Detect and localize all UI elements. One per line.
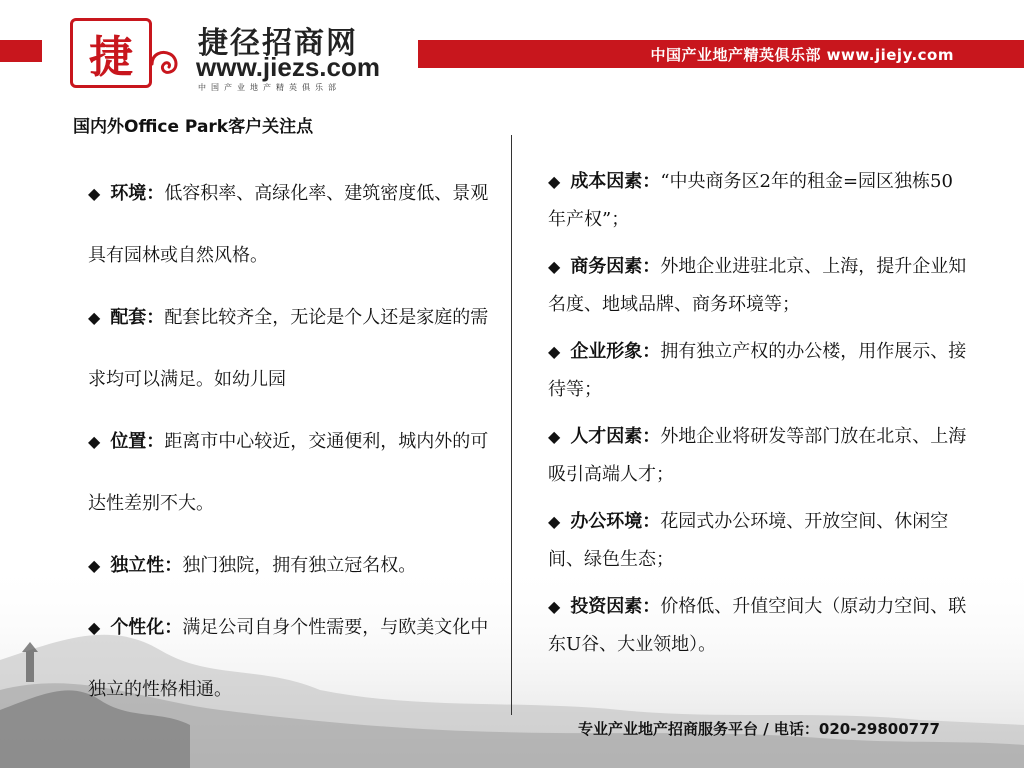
item-text: 满足公司自身个性需要，与欧美文化中独立的性格相通。: [88, 617, 489, 700]
brand-logo: [70, 18, 152, 88]
item-text: 价格低、升值空间大（原动力空间、联东U谷、大业领地）。: [548, 596, 967, 655]
item-text: 外地企业将研发等部门放在北京、上海吸引高端人才；: [548, 426, 967, 485]
item-label: 位置：: [110, 431, 165, 452]
list-item: [88, 411, 503, 535]
list-item: [548, 333, 968, 409]
bullet-diamond-icon: ◆: [88, 308, 101, 327]
item-label: 成本因素：: [570, 171, 661, 192]
column-divider: [511, 135, 512, 715]
bullet-diamond-icon: ◆: [548, 172, 561, 191]
item-label: 环境：: [110, 183, 165, 204]
brand-subtitle: 中国产业地产精英俱乐部: [198, 83, 341, 92]
list-item: [548, 503, 968, 579]
bullet-diamond-icon: ◆: [88, 556, 101, 575]
item-label: 办公环境：: [570, 511, 661, 532]
bullet-diamond-icon: ◆: [88, 618, 101, 637]
item-text: 配套比较齐全，无论是个人还是家庭的需求均可以满足。如幼儿园: [88, 307, 489, 390]
list-item: [88, 597, 503, 721]
brand-logo-char: 捷: [89, 32, 133, 83]
left-column-list: [88, 163, 503, 721]
header-accent-bar-left: [0, 40, 42, 62]
list-item: [548, 163, 968, 239]
bullet-diamond-icon: ◆: [548, 427, 561, 446]
item-text: 独门独院，拥有独立冠名权。: [182, 555, 417, 576]
right-column-list: [548, 163, 968, 673]
item-text: “中央商务区2年的租金=园区独栋50年产权”；: [548, 171, 953, 230]
item-text: 低容积率、高绿化率、建筑密度低、景观具有园林或自然风格。: [88, 183, 489, 266]
item-label: 企业形象：: [570, 341, 661, 362]
bullet-diamond-icon: ◆: [548, 342, 561, 361]
item-label: 商务因素：: [570, 256, 661, 277]
bullet-diamond-icon: ◆: [548, 512, 561, 531]
item-label: 人才因素：: [570, 426, 661, 447]
list-item: [548, 588, 968, 664]
bullet-diamond-icon: ◆: [548, 257, 561, 276]
list-item: [88, 535, 503, 597]
bullet-diamond-icon: ◆: [88, 432, 101, 451]
footer-contact: 专业产业地产招商服务平台 / 电话：020-29800777: [578, 720, 940, 738]
item-label: 投资因素：: [570, 596, 661, 617]
list-item: [548, 418, 968, 494]
brand-url: www.jiezs.com: [196, 52, 380, 82]
item-label: 个性化：: [110, 617, 183, 638]
bullet-diamond-icon: ◆: [548, 597, 561, 616]
header-banner: [418, 40, 1024, 68]
list-item: [548, 248, 968, 324]
list-item: [88, 163, 503, 287]
item-label: 独立性：: [110, 555, 183, 576]
page-title: 国内外Office Park客户关注点: [73, 117, 314, 137]
brand-swirl-icon: [148, 46, 184, 82]
brand-title: 捷径招商网: [198, 26, 358, 61]
item-text: 外地企业进驻北京、上海，提升企业知名度、地域品牌、商务环境等；: [548, 256, 967, 315]
item-label: 配套：: [110, 307, 165, 328]
item-text: 距离市中心较近，交通便利，城内外的可达性差别不大。: [88, 431, 489, 514]
list-item: [88, 287, 503, 411]
header-banner-text: 中国产业地产精英俱乐部 www.jiejy.com: [650, 46, 954, 64]
bullet-diamond-icon: ◆: [88, 184, 101, 203]
item-text: 拥有独立产权的办公楼，用作展示、接待等；: [548, 341, 967, 400]
item-text: 花园式办公环境、开放空间、休闲空间、绿色生态；: [548, 511, 949, 570]
